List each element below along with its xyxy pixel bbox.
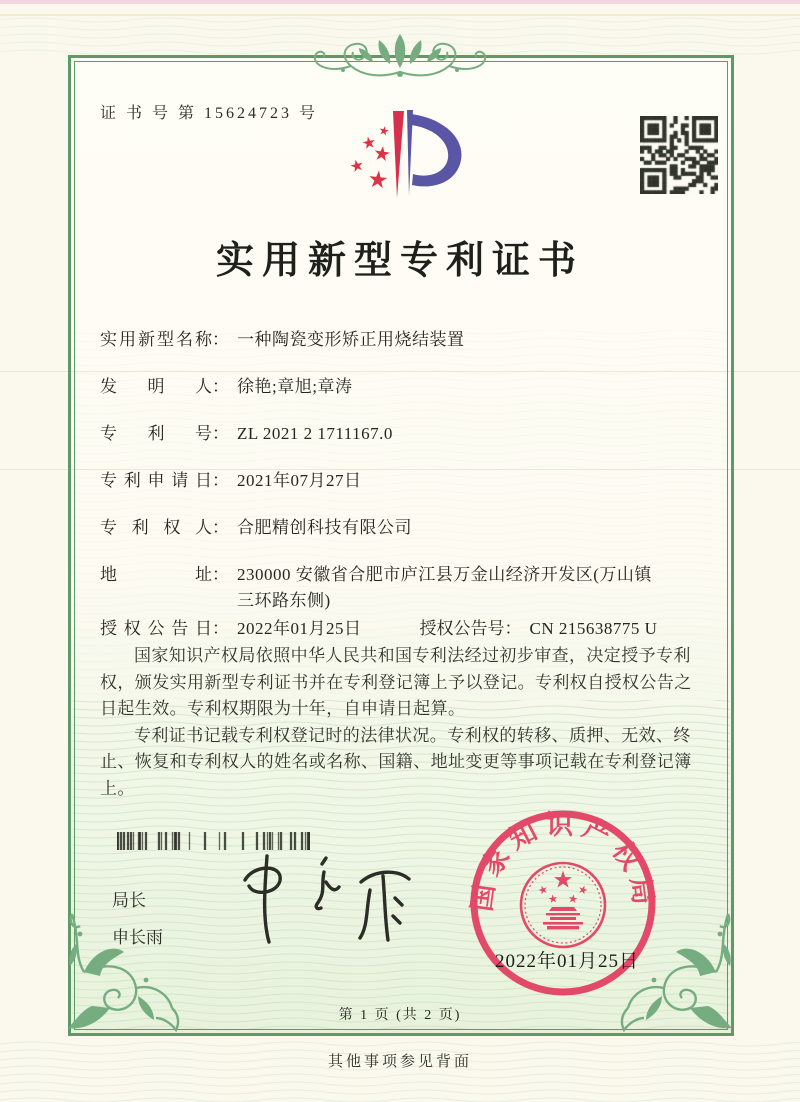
field-colon: ： [212, 565, 229, 584]
field-row-invention-name [100, 327, 660, 353]
field-colon: ： [504, 619, 522, 638]
field-label: 地址 [100, 565, 212, 584]
field-row-patent-number [100, 421, 660, 447]
field-label: 专利权人 [100, 518, 212, 537]
field-label: 授权公告号 [419, 619, 505, 638]
field-label: 实用新型名称 [100, 330, 212, 349]
field-colon: ： [212, 471, 229, 490]
field-colon: ： [212, 330, 229, 349]
certificate-number: 证 书 号 第 15624723 号 [100, 105, 319, 122]
field-list [100, 327, 660, 663]
field-label: 专利号 [100, 424, 212, 443]
field-row-patentee [100, 515, 660, 541]
handwritten-signature [225, 840, 430, 955]
field-row-grant-publication [100, 616, 660, 642]
seal-text: 国家知识产权局 [467, 809, 659, 914]
page-number: 第 1 页 (共 2 页) [338, 1008, 462, 1023]
back-side-note: 其他事项参见背面 [327, 1054, 472, 1070]
field-label: 专利申请日 [100, 471, 212, 490]
legal-paragraph-1: 国家知识产权局依照中华人民共和国专利法经过初步审查，决定授予专利权，颁发实用新型专利证书并在专利登记簿上予以登记。专利权自授权公告之日起生效。专利权期限为十年，自申请日起算。 [100, 646, 692, 718]
field-value: 2021年07月27日 [237, 471, 362, 490]
commissioner-block [112, 882, 163, 956]
field-value: 合肥精创科技有限公司 [237, 518, 412, 537]
field-value: 一种陶瓷变形矫正用烧结装置 [237, 330, 465, 349]
field-value: 230000 安徽省合肥市庐江县万金山经济开发区(万山镇三环路东侧) [237, 565, 652, 610]
commissioner-title: 局长 [112, 891, 146, 910]
field-label: 授权公告日 [100, 619, 212, 638]
field-value: 徐艳;章旭;章涛 [237, 377, 353, 396]
field-colon: ： [212, 424, 229, 443]
svg-text:国家知识产权局 [467, 810, 659, 913]
legal-paragraph-2: 专利证书记载专利权登记时的法律状况。专利权的转移、质押、无效、终止、恢复和专利权人的姓名或名称、国籍、地址变更等事项记载在专利登记簿上。 [100, 725, 692, 798]
certificate-title: 实用新型专利证书 [215, 240, 584, 282]
field-label: 发明人 [100, 377, 212, 396]
field-row-address [100, 562, 660, 614]
qr-code [640, 116, 718, 194]
legal-text [100, 643, 701, 802]
cnipa-logo-icon [338, 106, 473, 218]
field-colon: ： [212, 377, 229, 396]
seal-date: 2022年01月25日 [495, 951, 640, 972]
commissioner-name: 申长雨 [112, 928, 163, 947]
field-row-filing-date [100, 468, 660, 494]
field-value: 2022年01月25日 [237, 619, 362, 638]
field-row-inventors [100, 374, 660, 400]
field-colon: ： [212, 518, 229, 537]
field-value: CN 215638775 U [529, 619, 658, 638]
field-colon: ： [212, 619, 229, 638]
field-value: ZL 2021 2 1711167.0 [237, 424, 393, 443]
